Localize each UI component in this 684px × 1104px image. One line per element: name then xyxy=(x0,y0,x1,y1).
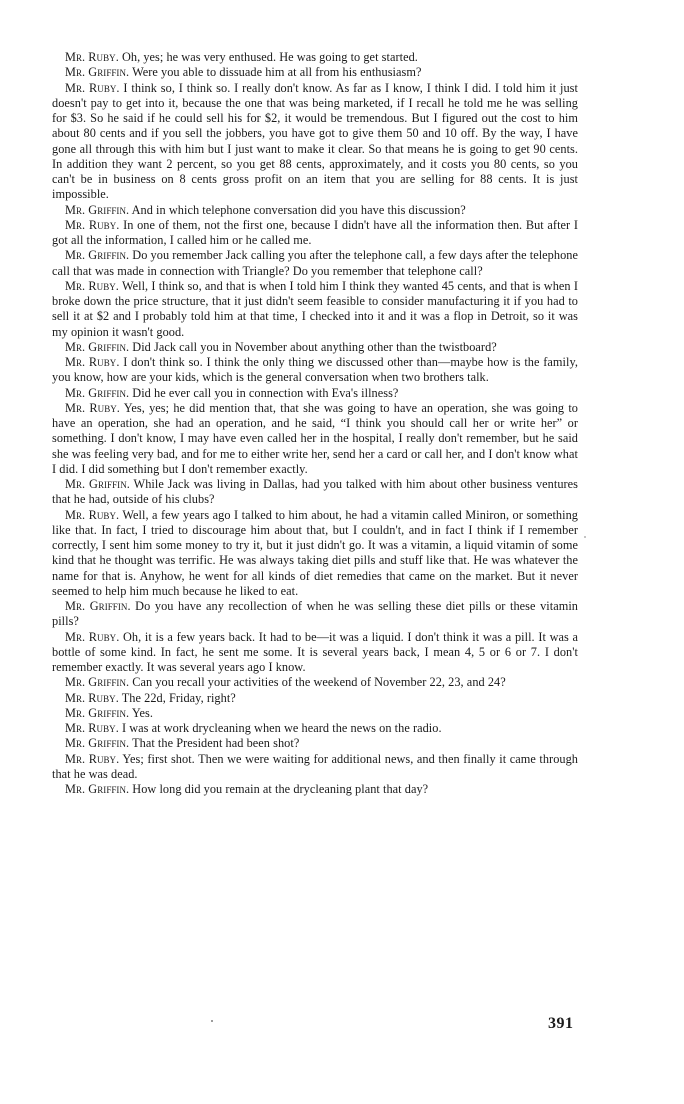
speaker-label: Mr. Ruby. xyxy=(65,751,120,766)
speaker-label: Mr. Ruby. xyxy=(65,217,120,232)
statement-text: Oh, it is a few years back. It had to be—it was a liquid. I don't think it was a pill. It was a bottle of some kind. In fact, he sent me some. It is several years back, I mean 4, 5 or 6 or 7. I don't remember exactly. It was several years ago I know. xyxy=(52,629,578,674)
speaker-label: Mr. Griffin. xyxy=(65,248,130,263)
speaker-label: Mr. Griffin. xyxy=(65,705,130,720)
speaker-label: Mr. Ruby. xyxy=(65,507,120,522)
speaker-label: Mr. Griffin. xyxy=(65,339,130,354)
speaker-label: Mr. Ruby. xyxy=(65,50,119,64)
statement-text: Yes; first shot. Then we were waiting for additional news, and then finally it came through that he was dead. xyxy=(52,751,578,781)
speaker-label: Mr. Ruby. xyxy=(65,355,120,369)
statement-text: Do you have any recollection of when he was selling these diet pills or these vitamin pills? xyxy=(52,599,578,629)
statement-text: And in which telephone conversation did you have this discussion? xyxy=(131,202,466,217)
statement-text: While Jack was living in Dallas, had you talked with him about other business ventures that he had, outside of his clubs? xyxy=(52,477,579,507)
speaker-label: Mr. Ruby. xyxy=(65,400,120,415)
page-number: 391 xyxy=(548,1015,574,1032)
speaker-label: Mr. Ruby. xyxy=(65,721,119,735)
statement-text: I don't think so. I think the only thing we discussed other than—maybe how is the family, you know, how are your kids, which is the general conversation when two brothers talk. xyxy=(52,355,578,385)
speaker-label: Mr. Ruby. xyxy=(65,80,120,95)
statement-text: Yes, yes; he did mention that, that she was going to have an operation, she was going to have an operation, she had an operation, and he said, “I think you should call her or write her” or something. I don't know, I may have even called her in the hospital, I really don't remember, but he said she was feeling very bad, and for me to either write her, send her a card or call her, and I don't know what I did. I did something but I don't remember exactly. xyxy=(52,400,578,476)
statement-text: Do you remember Jack calling you after the telephone call, a few days after the telephone call that was made in connection with Triangle? Do you remember that telephone call? xyxy=(52,248,578,278)
statement-text: Well, I think so, and that is when I told him I think they wanted 45 cents, and that is when I broke down the price structure, that it just didn't seem feasible to consider manufacturing it if you had to sell it at $2 and I probably told him at that time, I checked into it and it was a flop in Detroit, so it was my opinion it wasn't good. xyxy=(52,278,578,339)
speaker-label: Mr. Ruby. xyxy=(65,278,119,293)
speaker-label: Mr. Griffin. xyxy=(65,477,130,491)
statement-text: I was at work drycleaning when we heard the news on the radio. xyxy=(121,721,442,735)
speaker-label: Mr. Griffin. xyxy=(65,202,130,217)
statement-text: In one of them, not the first one, because I didn't have all the information then. But after I got all the information, I called him or he called me. xyxy=(52,217,579,247)
scan-speck xyxy=(584,536,586,538)
speaker-label: Mr. Griffin. xyxy=(65,385,130,400)
statement-text: Yes. xyxy=(131,705,153,720)
statement-text: Did Jack call you in November about anything other than the twistboard? xyxy=(132,339,497,354)
speaker-label: Mr. Ruby. xyxy=(65,629,120,644)
statement-text: That the President had been shot? xyxy=(132,736,300,751)
statement-text: Were you able to dissuade him at all from his enthusiasm? xyxy=(132,65,422,80)
statement-text: Oh, yes; he was very enthused. He was going to get started. xyxy=(121,50,418,64)
statement-text: I think so, I think so. I really don't know. As far as I know, I think I did. I told him it just doesn't pay to get into it, because the one that was being marketed, if I recall he told me he was selling for $3. So he said if he could sell his for $2, it would be tremendous. But I figured out the cost to him about 80 cents and if you sell the jobbers, you have got to give them 50 and 10 off. By the way, I have gone all through this with him but I just want to make it clear. So that means he is going to get 90 cents. In addition they want 2 percent, so you get 88 cents, approximately, and it costs you 80 cents, so you can't be in business on 8 cents gross profit on an item that you are selling for 88 cents. It is just impossible. xyxy=(52,80,578,202)
statement-text: Can you recall your activities of the weekend of November 22, 23, and 24? xyxy=(132,675,506,690)
speaker-label: Mr. Griffin. xyxy=(65,782,130,796)
speaker-label: Mr. Ruby. xyxy=(65,690,119,705)
speaker-label: Mr. Griffin. xyxy=(65,599,131,613)
statement-text: Well, a few years ago I talked to him about, he had a vitamin called Miniron, or something like that. In fact, I tried to discourage him about that, but I couldn't, and in fact I think if I remember correctly, I sent him some money to try it, but it just didn't go. It was a vitamin, a liquid vitamin of some kind that he thought was terrific. He was always taking diet pills and stuff like that. He was whatever the name for that is. Anyhow, he went for all kinds of diet remedies that came on the market. But it never seemed to help him much because he liked to eat. xyxy=(52,507,578,598)
speaker-label: Mr. Griffin. xyxy=(65,736,130,751)
statement-text: The 22d, Friday, right? xyxy=(121,690,236,705)
scan-speck xyxy=(211,1020,213,1022)
speaker-label: Mr. Griffin. xyxy=(65,65,130,80)
statement-text: Did he ever call you in connection with Eva's illness? xyxy=(132,385,399,400)
statement-text: How long did you remain at the drycleaning plant that day? xyxy=(132,782,429,796)
speaker-label: Mr. Griffin. xyxy=(65,675,130,690)
